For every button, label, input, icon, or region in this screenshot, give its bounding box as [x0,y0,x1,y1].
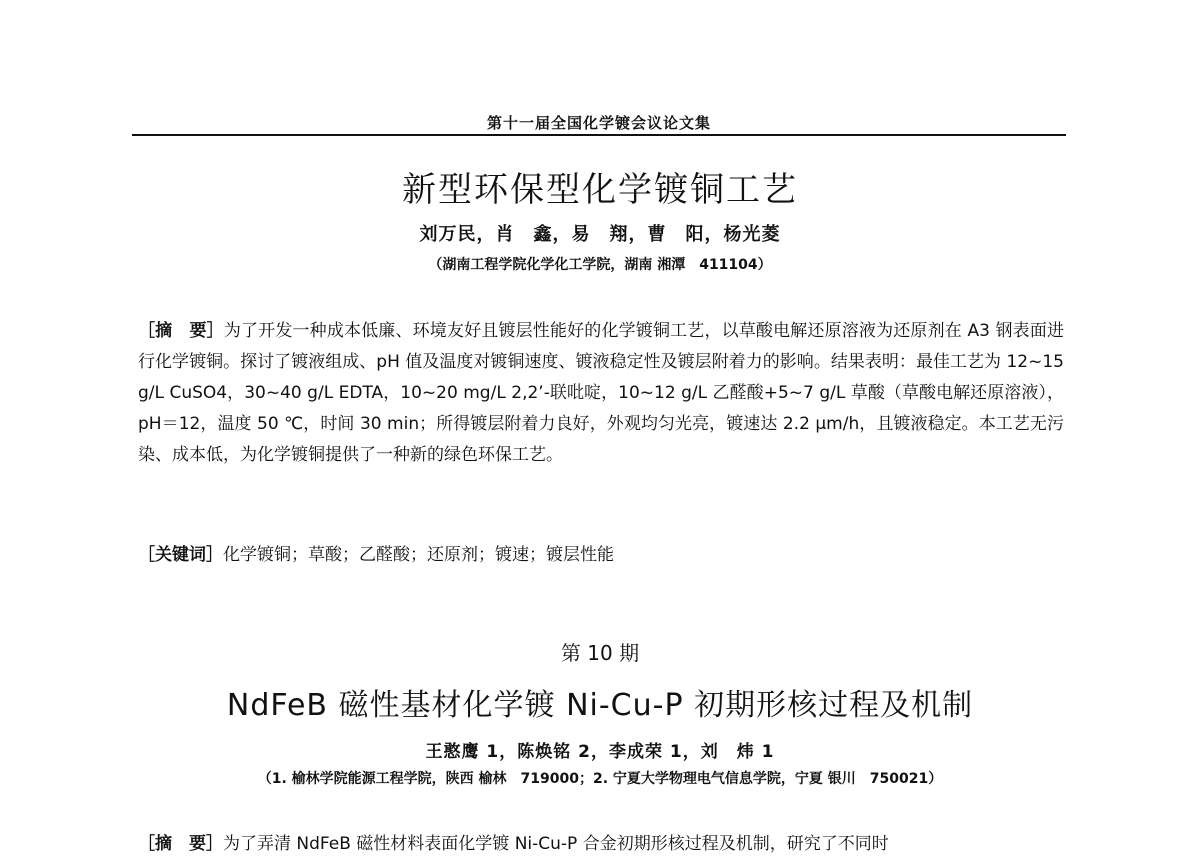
article1-keywords [138,540,1064,571]
article1-abstract-text: 为了开发一种成本低廉、环境友好且镀层性能好的化学镀铜工艺，以草酸电解还原溶液为还原剂在 A3 钢表面进行化学镀铜。探讨了镀液组成、pH 值及温度对镀铜速度、镀液稳定性及镀层附着力的影响。结果表明：最佳工艺为 12~15 g/L CuSO4，30~40 g/L EDTA，10~20 mg/L 2,2’-联吡啶，10~12 g/L 乙醛酸+5~7 g/L 草酸（草酸电解还原溶液），pH＝12，温度 50 ℃，时间 30 min；所得镀层附着力良好，外观均匀光亮，镀速达 2.2 μm/h，且镀液稳定。本工艺无污染、成本低，为化学镀铜提供了一种新的绿色环保工艺。 [138,321,1064,465]
article2-abstract-text: 为了弄清 NdFeB 磁性材料表面化学镀 Ni-Cu-P 合金初期形核过程及机制，研究了不同时 [223,834,889,854]
issue-label: 第 10 期 [560,641,640,665]
article1-keywords-label: ［关键词］ [138,545,223,565]
article2-title: NdFeB 磁性基材化学镀 Ni-Cu-P 初期形核过程及机制 [226,688,974,723]
header-rule [132,134,1066,136]
article2-authors: 王憨鹰 1，陈焕铭 2，李成荣 1，刘 炜 1 [425,742,775,762]
article2-affiliation: （1. 榆林学院能源工程学院，陕西 榆林 719000；2. 宁夏大学物理电气信息学院，宁夏 银川 750021） [257,771,943,787]
article1-abstract [138,316,1064,532]
article2-abstract-label: ［摘 要］ [138,834,223,854]
article1-title: 新型环保型化学镀铜工艺 [402,170,798,210]
article1-abstract-label: ［摘 要］ [138,321,224,341]
running-header: 第十一届全国化学镀会议论文集 [486,114,711,132]
article1-affiliation: （湖南工程学院化学化工学院，湖南 湘潭 411104） [428,257,772,273]
article2-abstract [138,829,1064,861]
article1-keywords-text: 化学镀铜；草酸；乙醛酸；还原剂；镀速；镀层性能 [223,545,614,565]
article1-authors: 刘万民，肖 鑫，易 翔，曹 阳，杨光菱 [419,224,781,245]
